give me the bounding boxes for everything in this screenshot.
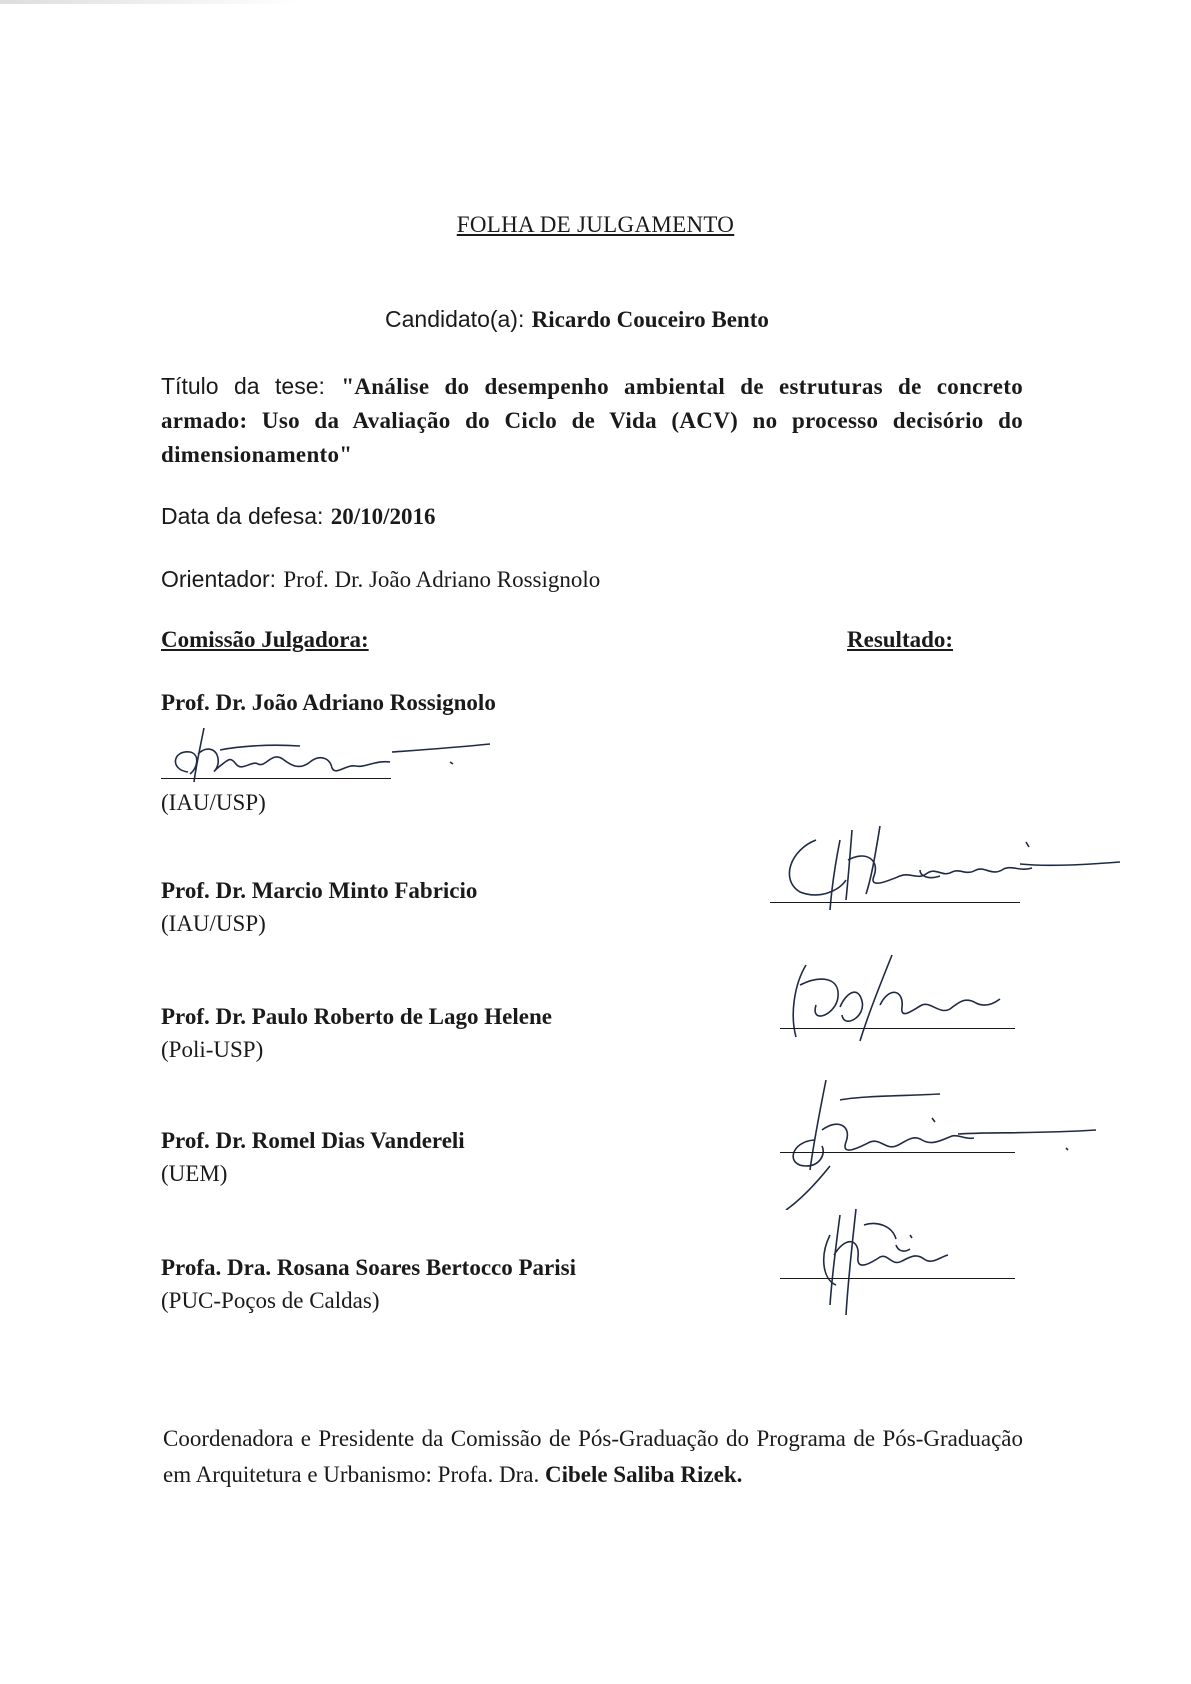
member-1-signature-line bbox=[161, 778, 391, 779]
candidate-line bbox=[385, 306, 769, 333]
member-4-name: Prof. Dr. Romel Dias Vandereli bbox=[161, 1128, 465, 1153]
member-4-signature bbox=[730, 1070, 1110, 1210]
advisor-line bbox=[161, 566, 600, 593]
page-title: FOLHA DE JULGAMENTO bbox=[456, 212, 735, 237]
coordinator-name: Cibele Saliba Rizek. bbox=[544, 1462, 743, 1487]
member-5-name: Profa. Dra. Rosana Soares Bertocco Parisi bbox=[161, 1255, 576, 1280]
candidate-name: Ricardo Couceiro Bento bbox=[531, 307, 769, 332]
member-3-name: Prof. Dr. Paulo Roberto de Lago Helene bbox=[161, 1004, 552, 1029]
member-2-signature-line bbox=[770, 902, 1020, 903]
member-5-signature-line bbox=[780, 1278, 1015, 1279]
member-3-signature-line bbox=[780, 1028, 1015, 1029]
coordinator-paragraph bbox=[163, 1421, 1023, 1493]
advisor-label: Orientador: bbox=[161, 566, 277, 592]
defense-line bbox=[161, 503, 436, 530]
member-2-institution: (IAU/USP) bbox=[161, 911, 266, 936]
member-2-name: Prof. Dr. Marcio Minto Fabricio bbox=[161, 878, 478, 903]
thesis-title: "Análise do desempenho ambiental de estruturas de concreto armado: Uso da Avaliação do Ciclo de Vida (ACV) no processo decisório do dimensionamento" bbox=[161, 374, 1024, 467]
result-heading: Resultado: bbox=[847, 627, 954, 652]
coordinator-text: Coordenadora e Presidente da Comissão de Pós-Graduação do Programa de Pós-Graduação em Arquitetura e Urbanismo: Profa. Dra. bbox=[163, 1426, 1023, 1487]
defense-date: 20/10/2016 bbox=[330, 504, 436, 529]
member-4-signature-line bbox=[780, 1152, 1015, 1153]
defense-label: Data da defesa: bbox=[161, 503, 324, 529]
candidate-label: Candidato(a): bbox=[385, 306, 525, 332]
member-3-signature bbox=[780, 945, 1040, 1045]
member-4-institution: (UEM) bbox=[161, 1161, 228, 1186]
advisor-name: Prof. Dr. João Adriano Rossignolo bbox=[283, 567, 601, 592]
scan-edge-mark bbox=[0, 0, 300, 4]
member-5-signature bbox=[800, 1195, 980, 1315]
member-1-signature bbox=[160, 720, 500, 790]
member-1-institution: (IAU/USP) bbox=[161, 790, 266, 815]
committee-heading: Comissão Julgadora: bbox=[161, 627, 369, 652]
member-3-institution: (Poli-USP) bbox=[161, 1037, 264, 1062]
member-1-name: Prof. Dr. João Adriano Rossignolo bbox=[161, 690, 496, 715]
member-5-institution: (PUC-Poços de Caldas) bbox=[161, 1288, 380, 1313]
thesis-label: Título da tese: bbox=[161, 373, 325, 399]
member-2-signature bbox=[770, 820, 1130, 920]
thesis-block bbox=[161, 370, 1023, 472]
